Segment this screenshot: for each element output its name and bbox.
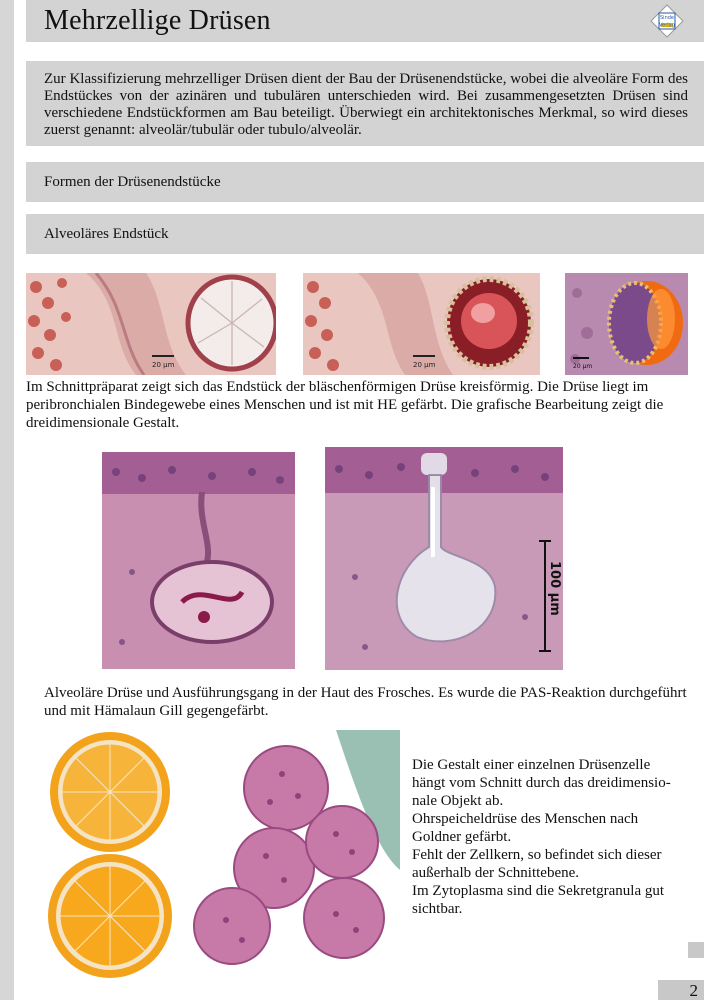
caption-row3 <box>412 756 682 918</box>
caption-row3-line: hängt vom Schnitt durch das dreidimensio- <box>412 775 671 791</box>
scale-label-2: 20 µm <box>413 361 436 369</box>
orange-slices-photo <box>44 730 176 980</box>
caption-row3-line: Die Gestalt einer einzelnen Drüsenzelle <box>412 757 651 773</box>
title-bar <box>26 0 704 42</box>
caption-row3-line: sichtbar. <box>412 901 463 917</box>
micrograph-frog-skin-3d <box>325 447 563 670</box>
section-heading-alveolar-label: Alveoläres Endstück <box>44 225 169 242</box>
caption-row3-line: nale Objekt ab. <box>412 793 504 809</box>
intro-text: Zur Klassifizierung mehrzelliger Drüsen dient der Bau der Drüsenendstücke, wobei die alveoläre Form des Endstückes von der azinären und tubulären unterschieden wird. Bei zusammengesetzten Drüsen sind verschiedene Endstückformen am Bau beteiligt. Überwiegt ein architektonisches Merkmal, so wird dieses zuerst genannt: alveolär/tubulär oder tubulo/alveolär. <box>44 71 688 138</box>
logo-text-bottom: Verlag <box>659 22 675 29</box>
page-number: 2 <box>689 981 698 1000</box>
caption-row3-line: Goldner gefärbt. <box>412 829 512 845</box>
caption-row3-line: Im Zytoplasma sind die Sekretgranula gut <box>412 883 665 899</box>
caption-row3-line: Ohrspeicheldrüse des Menschen nach <box>412 811 639 827</box>
corner-marker <box>688 942 704 958</box>
scale-label-1: 20 µm <box>152 361 175 369</box>
caption-row3-line: außerhalb der Schnittebene. <box>412 865 580 881</box>
page-title: Mehrzellige Drüsen <box>44 5 271 36</box>
intro-panel <box>26 61 704 146</box>
micrograph-alveolar-3d <box>565 273 688 375</box>
section-heading-forms <box>26 162 704 202</box>
section-heading-forms-label: Formen der Drüsenendstücke <box>44 173 221 190</box>
publisher-logo <box>650 4 684 38</box>
left-margin-bar <box>0 0 14 1000</box>
caption-row3-line: Fehlt der Zellkern, so befindet sich dieser <box>412 847 662 863</box>
micrograph-alveolar-he <box>26 273 276 375</box>
scale-label-3: 20 µm <box>573 363 593 370</box>
logo-text-top: Sinde <box>660 15 674 21</box>
caption-row1: Im Schnittpräparat zeigt sich das Endstück der bläschenförmigen Drüse kreisförmig. Die Drüse liegt im peribronchialen Bindegewebe eines Menschen und ist mit HE gefärbt. Die grafische Bearbeitung zeigt die dreidimensionale Gestalt. <box>26 379 664 431</box>
page-number-box <box>658 980 704 1000</box>
section-heading-alveolar <box>26 214 704 254</box>
scale-label-100um: 100 µm <box>547 561 562 616</box>
micrograph-alveolar-rendered <box>303 273 540 375</box>
micrograph-parotid-goldner <box>186 730 400 978</box>
caption-row2: Alveoläre Drüse und Ausführungsgang in der Haut des Frosches. Es wurde die PAS-Reaktion durchgeführt und mit Hämalaun Gill gegengefärbt. <box>44 685 687 719</box>
micrograph-frog-skin-pas <box>102 452 295 669</box>
